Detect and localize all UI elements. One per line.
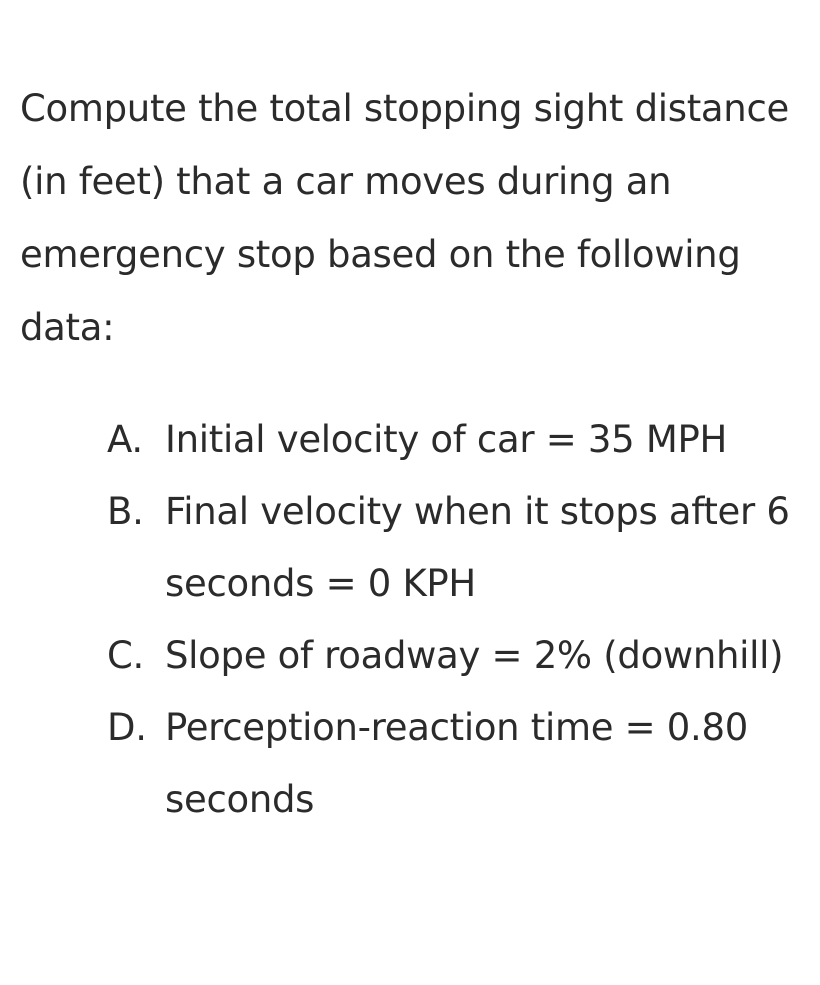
list-item-d	[107, 692, 807, 836]
list-item-text: Perception-reaction time = 0.80 seconds	[165, 706, 748, 821]
list-item-text: Initial velocity of car = 35 MPH	[165, 418, 727, 461]
list-item-text: Final velocity when it stops after 6 seconds = 0 KPH	[165, 490, 790, 605]
data-list	[107, 404, 807, 836]
list-item-text: Slope of roadway = 2% (downhill)	[165, 634, 784, 677]
question-text: Compute the total stopping sight distance (in feet) that a car moves during an emergency stop based on the following data:	[20, 87, 789, 349]
list-item-b	[107, 476, 807, 620]
list-marker: A.	[107, 418, 143, 461]
list-item-c	[107, 620, 807, 692]
list-marker: D.	[107, 706, 147, 749]
list-item-a	[107, 404, 807, 476]
list-marker: B.	[107, 490, 144, 533]
list-marker: C.	[107, 634, 144, 677]
